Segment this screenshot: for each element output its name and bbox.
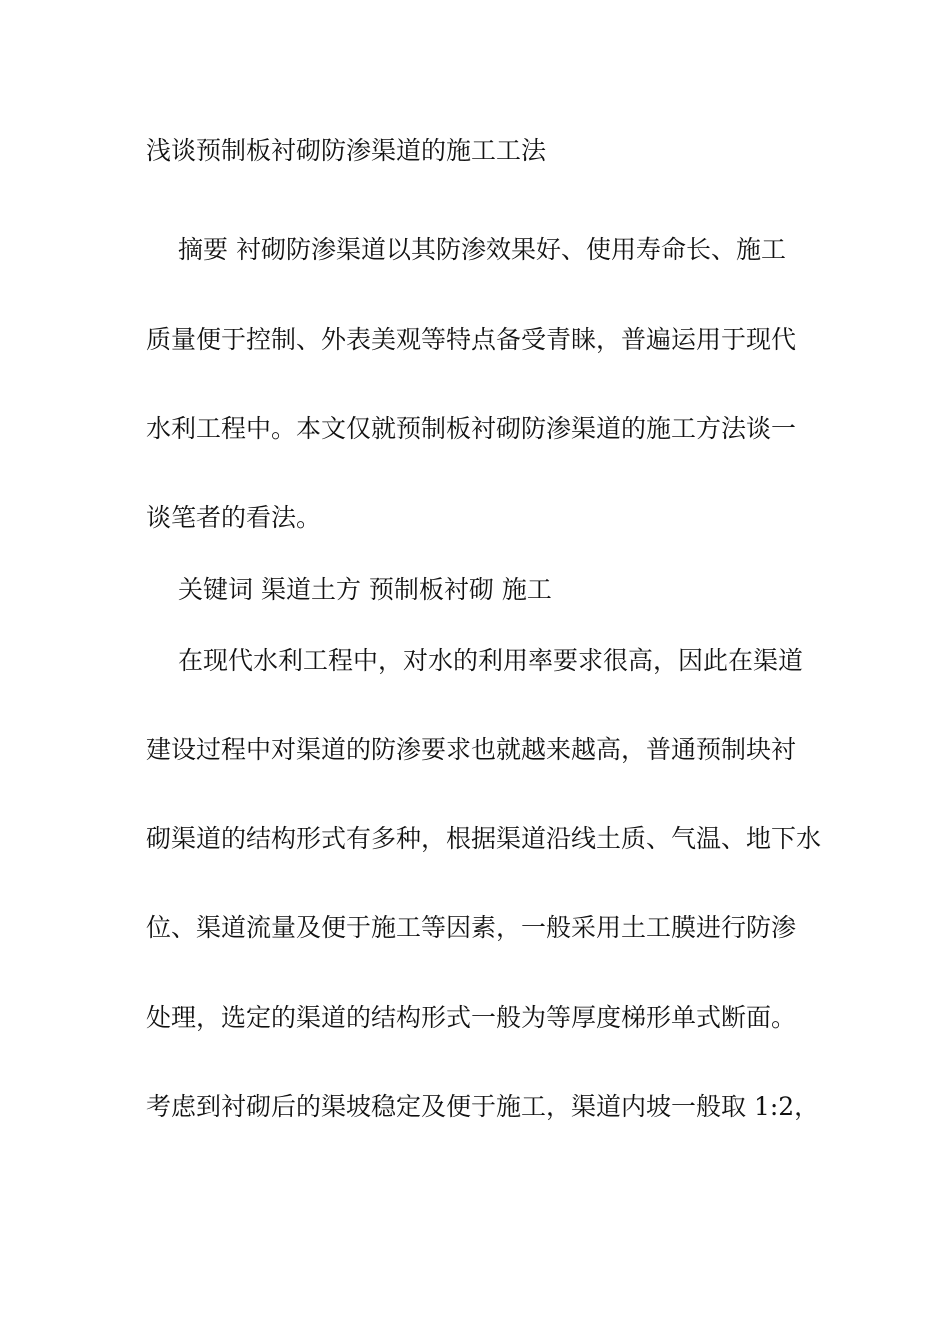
abstract-line-3: 水利工程中。本文仅就预制板衬砌防渗渠道的施工方法谈一 bbox=[146, 414, 797, 443]
body-line-3: 砌渠道的结构形式有多种，根据渠道沿线土质、气温、地下水 bbox=[146, 824, 822, 853]
body-line-1: 在现代水利工程中，对水的利用率要求很高，因此在渠道 bbox=[178, 646, 804, 675]
abstract-line-4: 谈笔者的看法。 bbox=[146, 503, 322, 532]
body-line-6: 考虑到衬砌后的渠坡稳定及便于施工，渠道内坡一般取 1:2， bbox=[146, 1092, 820, 1121]
body-line-5: 处理，选定的渠道的结构形式一般为等厚度梯形单式断面。 bbox=[146, 1003, 797, 1032]
document-title: 浅谈预制板衬砌防渗渠道的施工工法 bbox=[146, 136, 547, 165]
keywords-line: 关键词 渠道土方 预制板衬砌 施工 bbox=[178, 575, 552, 604]
body-line-2: 建设过程中对渠道的防渗要求也就越来越高，普通预制块衬 bbox=[146, 735, 797, 764]
abstract-line-1: 摘要 衬砌防渗渠道以其防渗效果好、使用寿命长、施工 bbox=[178, 235, 786, 264]
abstract-line-2: 质量便于控制、外表美观等特点备受青睐，普遍运用于现代 bbox=[146, 325, 797, 354]
body-line-4: 位、渠道流量及便于施工等因素，一般采用土工膜进行防渗 bbox=[146, 913, 797, 942]
